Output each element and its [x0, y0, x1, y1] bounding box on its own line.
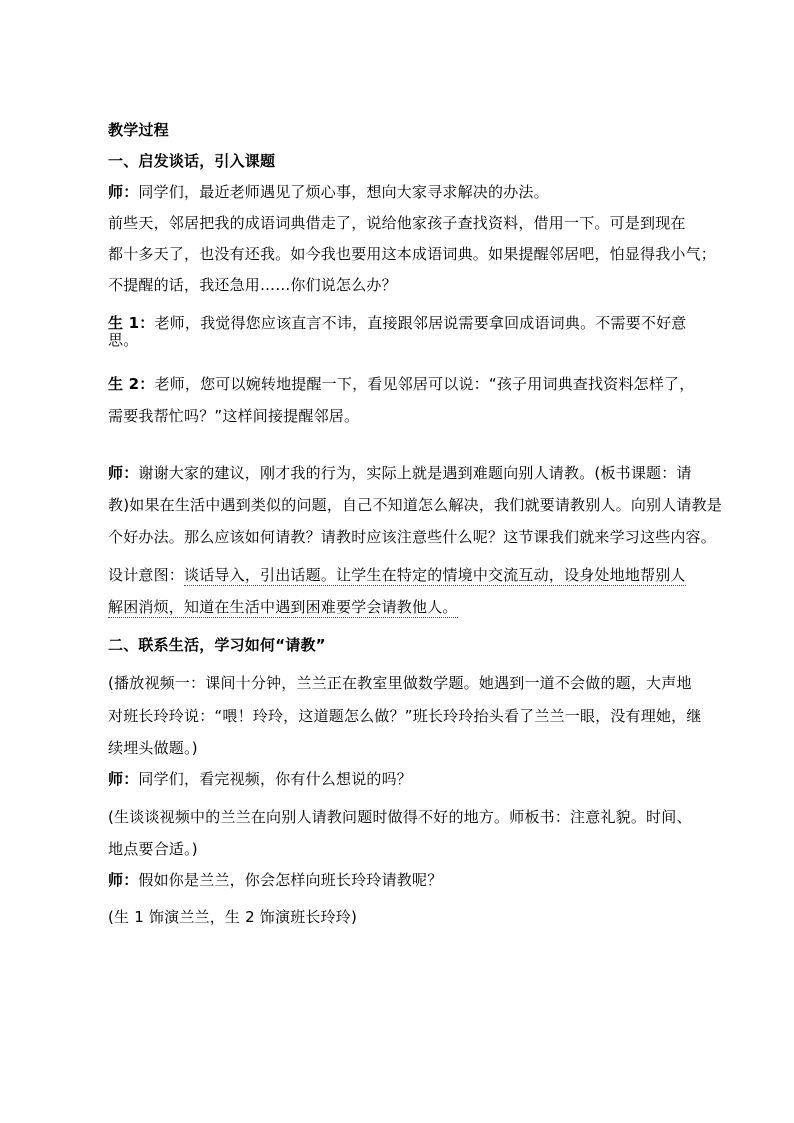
paragraph-line: 续埋头做题。): [108, 739, 198, 757]
paragraph-line: 需要我帮忙吗？”这样间接提醒邻居。: [108, 407, 360, 425]
paragraph-line: [108, 769, 412, 789]
design-intent-text: 谈话导入，引出话题。让学生在特定的情境中交流互动，设身处地地帮别人: [184, 566, 686, 584]
paragraph-line: 前些天，邻居把我的成语词典借走了，说给他家孩子查找资料，借用一下。可是到现在: [108, 214, 686, 232]
line-text: 老师，我觉得您应该直言不讳，直接跟邻居说需要拿回成语词典。不需要不好意: [154, 314, 687, 332]
line-text: 同学们，看完视频，你有什么想说的吗？: [138, 770, 413, 788]
paragraph-line: [108, 463, 692, 483]
design-intent-label: 设计意图：: [108, 566, 185, 584]
paragraph-line: 个好办法。那么应该如何请教？请教时应该注意些什么呢？这节课我们就来学习这些内容。: [108, 528, 717, 546]
paragraph-line: 地点要合适。): [108, 840, 198, 858]
line-text: 谢谢大家的建议，刚才我的行为，实际上就是遇到难题向别人请教。(板书课题：请: [138, 464, 692, 482]
paragraph-line: 不提醒的话，我还急用……你们说怎么办？: [108, 276, 397, 294]
line-text: 同学们，最近老师遇见了烦心事，想向大家寻求解决的办法。: [138, 183, 549, 201]
section-2-title: 二、联系生活，学习如何“请教”: [108, 636, 326, 654]
design-intent-line: [108, 565, 686, 585]
speaker-student-2: 生 2：: [108, 375, 155, 393]
speaker-teacher: 师：: [108, 770, 139, 788]
speaker-teacher: 师：: [108, 183, 139, 201]
paragraph-line: 都十多天了，也没有还我。如今我也要用这本成语词典。如果提醒邻居吧，怕显得我小气；: [108, 245, 717, 263]
line-text: 老师，您可以婉转地提醒一下，看见邻居可以说：“孩子用词典查找资料怎样了，: [154, 375, 695, 393]
paragraph-line: (播放视频一：课间十分钟，兰兰正在教室里做数学题。她遇到一道不会做的题，大声地: [108, 674, 692, 692]
design-intent-text: 解困消烦，知道在生活中遇到困难要学会请教他人。: [108, 598, 458, 616]
paragraph-line: [108, 313, 686, 333]
paragraph-line: 思。: [108, 331, 139, 349]
line-text: 假如你是兰兰，你会怎样向班长玲玲请教呢？: [138, 871, 443, 889]
speaker-student-1: 生 1：: [108, 314, 155, 332]
paragraph-line: [108, 374, 694, 394]
paragraph-line: [108, 870, 442, 890]
paragraph-line: 对班长玲玲说：“喂！玲玲，这道题怎么做？”班长玲玲抬头看了兰兰一眼，没有理她，继: [108, 707, 702, 725]
paragraph-line: (生谈谈视频中的兰兰在向别人请教问题时做得不好的地方。师板书：注意礼貌。时间、: [108, 808, 692, 826]
design-intent-line: [108, 597, 458, 617]
speaker-teacher: 师：: [108, 464, 139, 482]
paragraph-line: [108, 182, 549, 202]
heading-teaching-process: 教学过程: [108, 121, 169, 139]
section-1-title: 一、启发谈话，引入课题: [108, 152, 276, 170]
paragraph-line: 教)如果在生活中遇到类似的问题，自己不知道怎么解决，我们就要请教别人。向别人请教是: [108, 496, 723, 514]
paragraph-line: (生 1 饰演兰兰，生 2 饰演班长玲玲): [108, 908, 358, 926]
speaker-teacher: 师：: [108, 871, 139, 889]
